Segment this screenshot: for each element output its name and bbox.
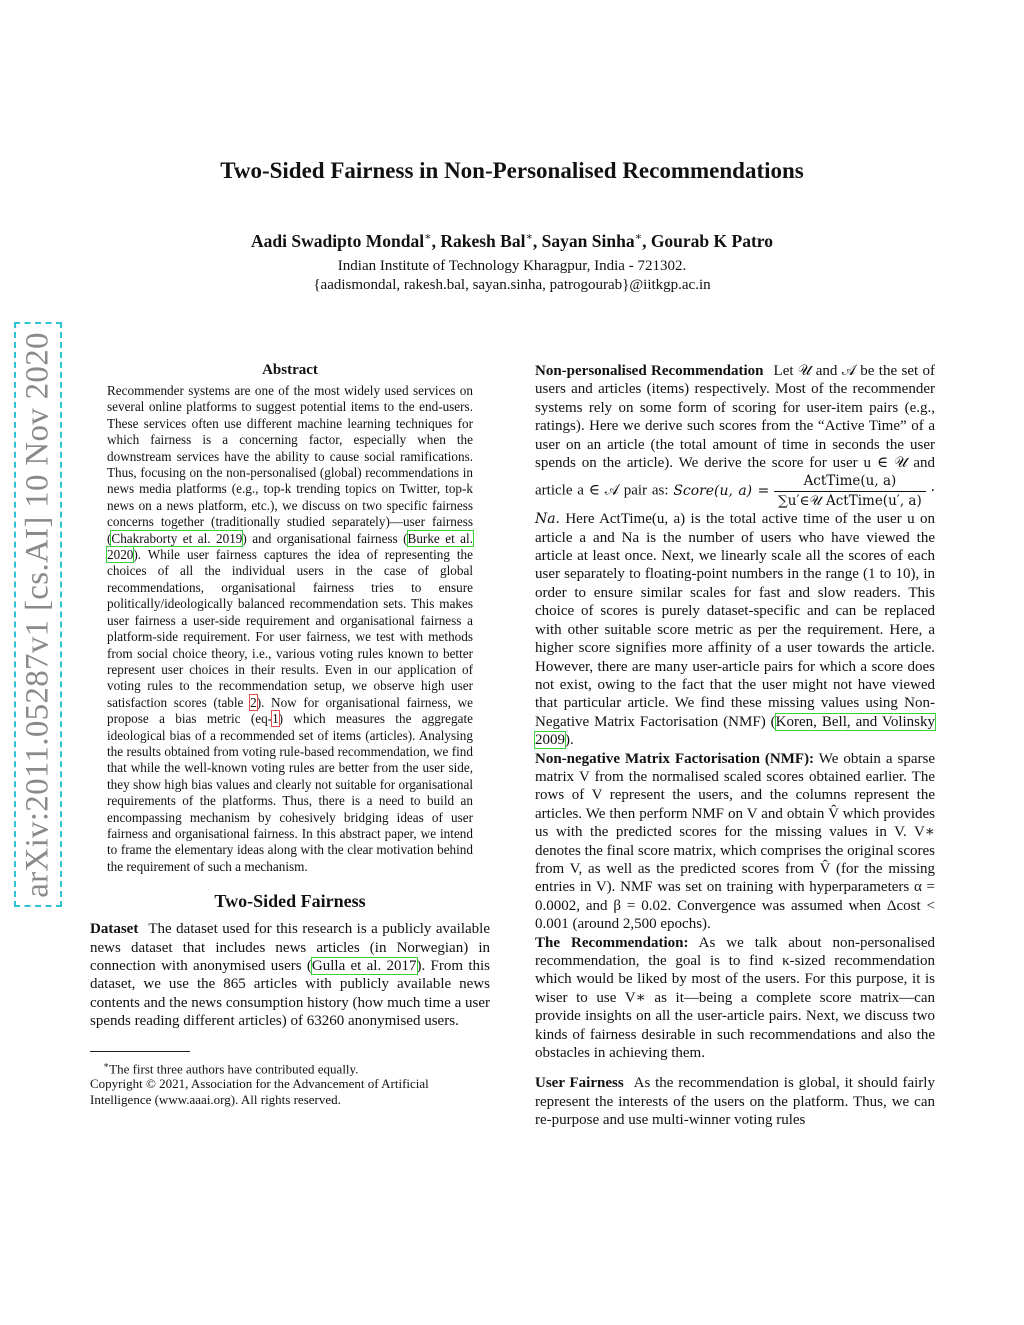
author-mark: ∗	[525, 231, 533, 243]
formula-lhs: Score(u, a) =	[673, 482, 770, 499]
run-in-heading: User Fairness	[535, 1075, 624, 1092]
author-list: Aadi Swadipto Mondal∗, Rakesh Bal∗, Sayan Sinha∗, Gourab K Patro	[251, 230, 773, 251]
paragraph-segment: The dataset used for this research is a publicly available news dataset that includes news articles (in Norwegian) in connection with anonymised users (	[90, 921, 490, 974]
copyright-notice: Copyright © 2021, Association for the Advancement of Artificial Intelligence (www.aaai.org). All rights reserved.	[90, 1076, 429, 1107]
paragraph-segment: ). From this dataset, we use the 865 articles with publicly available news contents and the news consumption history (how much time a user spends reading different articles) of 63260 anonymised users.	[90, 958, 490, 1030]
author-name: Sayan Sinha	[541, 230, 635, 251]
citation-link[interactable]: Burke et al. 2020	[107, 530, 474, 563]
equation-ref-link[interactable]: 1	[272, 711, 279, 727]
abstract-segment: ). Now for organisational fairness, we propose a bias metric (eq-	[107, 694, 473, 727]
citation-link[interactable]: Chakraborty et al. 2019	[111, 530, 243, 546]
footnote-rule	[90, 1051, 190, 1052]
abstract-segment: ). While user fairness captures the idea of representing the choices of all the individual users in the case of global recommendations, organisational fairness tries to ensure politically/ideologically balanced recommendation sets. This makes user fairness a user-side requirement and organisational fairness a platform-side requirement. For user fairness, we test with methods from social choice theory, i.e., various voting rules known to better represent user choices in their results. Even in our application of voting rules to the recommendation setup, we observe high user satisfaction scores (table	[107, 547, 473, 710]
emails: {aadismondal, rakesh.bal, sayan.sinha, patrogourab}@iitkgp.ac.in	[313, 277, 711, 293]
formula-rhs: · Na.	[535, 482, 935, 528]
section-heading: Two-Sided Fairness	[214, 891, 366, 912]
paragraph-segment: We obtain a sparse matrix V from the normalised scaled scores obtained earlier. The rows of V represent the users, and the columns represent the articles. We then perform NMF on V and obtain V̂ which provides us with the predicted scores for the missing values in V. V∗ denotes the final score matrix, which comprises the original scores from V, as well as the predicted scores from V̂ (for the missing entries in V). NMF was set on training with hyperparameters α = 0.0002, and β = 0.02. Convergence was assumed when Δcost < 0.001 (around 2,500 epochs).	[535, 750, 935, 933]
nmf-paragraph	[535, 750, 935, 934]
arxiv-id: arXiv:2011.05287v1 [cs.AI] 10 Nov 2020	[19, 331, 56, 898]
recommendation-paragraph	[535, 934, 935, 1063]
table-ref-link[interactable]: 2	[250, 694, 257, 710]
arxiv-stamp	[14, 322, 62, 907]
user-fairness-paragraph	[535, 1074, 935, 1129]
citation-link[interactable]: Koren, Bell, and Volinsky 2009	[535, 713, 935, 749]
right-column	[535, 362, 935, 1130]
paragraph-segment: Let 𝒰 and 𝒜 be the set of users and articles (items) respectively. Most of the recommender systems rely on some form of scoring for user-item pairs (e.g., ratings). Here we derive such scores from the “Active Time” of a user on an article (the total amount of time in seconds the user spends on the article). We derive the score for user u ∈ 𝒰 and article a ∈ 𝒜 pair as:	[535, 363, 935, 499]
abstract-segment: ) which measures the aggregate ideological bias of a recommended set of items (articles). Analysing the results obtained from voting rule-based recommendation, we find that while the well-known voting rules are better from the user side, they show high bias values and clearly not suitable for organisational requirements of the platforms. Thus, there is a need to build an encompassing mechanism by cohesively bridging ideas of user fairness and organisational fairness. In this abstract paper, we intend to frame the elementary ideas along with the clear motivation behind the requirement of such a mechanism.	[107, 711, 473, 874]
paper-title: Two-Sided Fairness in Non-Personalised Recommendations	[220, 158, 804, 183]
left-column	[90, 362, 490, 1107]
citation-link[interactable]: Gulla et al. 2017	[311, 958, 417, 974]
abstract-heading: Abstract	[262, 362, 318, 378]
affiliation: Indian Institute of Technology Kharagpur, India - 721302.	[337, 258, 687, 274]
author-mark: ∗	[424, 231, 432, 243]
paragraph-segment: As the recommendation is global, it should fairly represent the interests of the users on the platform. Thus, we can re-purpose and use multi-winner voting rules	[535, 1075, 935, 1129]
author-name: Rakesh Bal	[440, 230, 526, 251]
paragraph-segment: ).	[565, 732, 574, 749]
formula-denominator: ∑u′∈𝒰 ActTime(u′, a)	[778, 492, 922, 509]
paragraph-segment: As we talk about non-personalised recommendation, the goal is to find κ-sized recommendation which would be liked by most of the users. For this purpose, it is wiser to use V∗ as it—being a complete score matrix—can provide insights on all the user-article pairs. Next, we discuss two kinds of fairness desirable in such recommendations and also the obstacles in achieving them.	[535, 934, 935, 1062]
abstract-text	[107, 383, 473, 875]
footnote-text: The first three authors have contributed equally.	[109, 1060, 359, 1076]
paragraph-segment: Here ActTime(u, a) is the total active time of the user u on article a and Na is the number of users who have viewed the article at least once. Next, we linearly scale all the scores of each user separately to floating-point numbers in the range (1 to 10), in order to ensure similar scales for fast and slow readers. This choice of scores is purely dataset-specific and can be replaced with other suitable score metric as per the requirement. Here, a higher score signifies more affinity of a user towards the article. However, there are many user-article pairs for which a score does not exist, owing to the fact that the user might not have viewed that particular article. We find these missing values using Non-Negative Matrix Factorisation (NMF) (	[535, 511, 935, 730]
author-name: Aadi Swadipto Mondal	[251, 230, 425, 251]
inline-heading: The Recommendation:	[535, 934, 689, 951]
abstract-segment: Recommender systems are one of the most widely used services on several online platforms to suggest potential items to the end-users. These services often use different machine learning techniques for which fairness is a concerning factor, especially when the downstream services have the ability to cause social ramifications. Thus, focusing on the non-personalised (global) recommendations in news media platforms (e.g., top-k trending topics on Twitter, top-k news on a news platform, etc.), we discuss on two specific fairness concerns together (traditionally studied separately)—user fairness (	[107, 383, 473, 546]
inline-heading: Non-negative Matrix Factorisation (NMF):	[535, 750, 815, 767]
abstract-segment: ) and organisational fairness (	[242, 530, 408, 546]
footnote-mark: ∗	[103, 1059, 110, 1070]
run-in-heading: Dataset	[90, 921, 139, 938]
formula-fraction	[774, 472, 926, 510]
author-mark: ∗	[634, 231, 643, 243]
author-name: Gourab K Patro	[650, 230, 773, 251]
formula-numerator: ActTime(u, a)	[774, 472, 926, 491]
nonpersonalised-paragraph	[535, 362, 935, 750]
dataset-paragraph	[90, 920, 490, 1030]
run-in-heading: Non-personalised Recommendation	[535, 363, 764, 379]
footnote	[90, 1058, 490, 1077]
affiliation-block	[0, 257, 1024, 295]
